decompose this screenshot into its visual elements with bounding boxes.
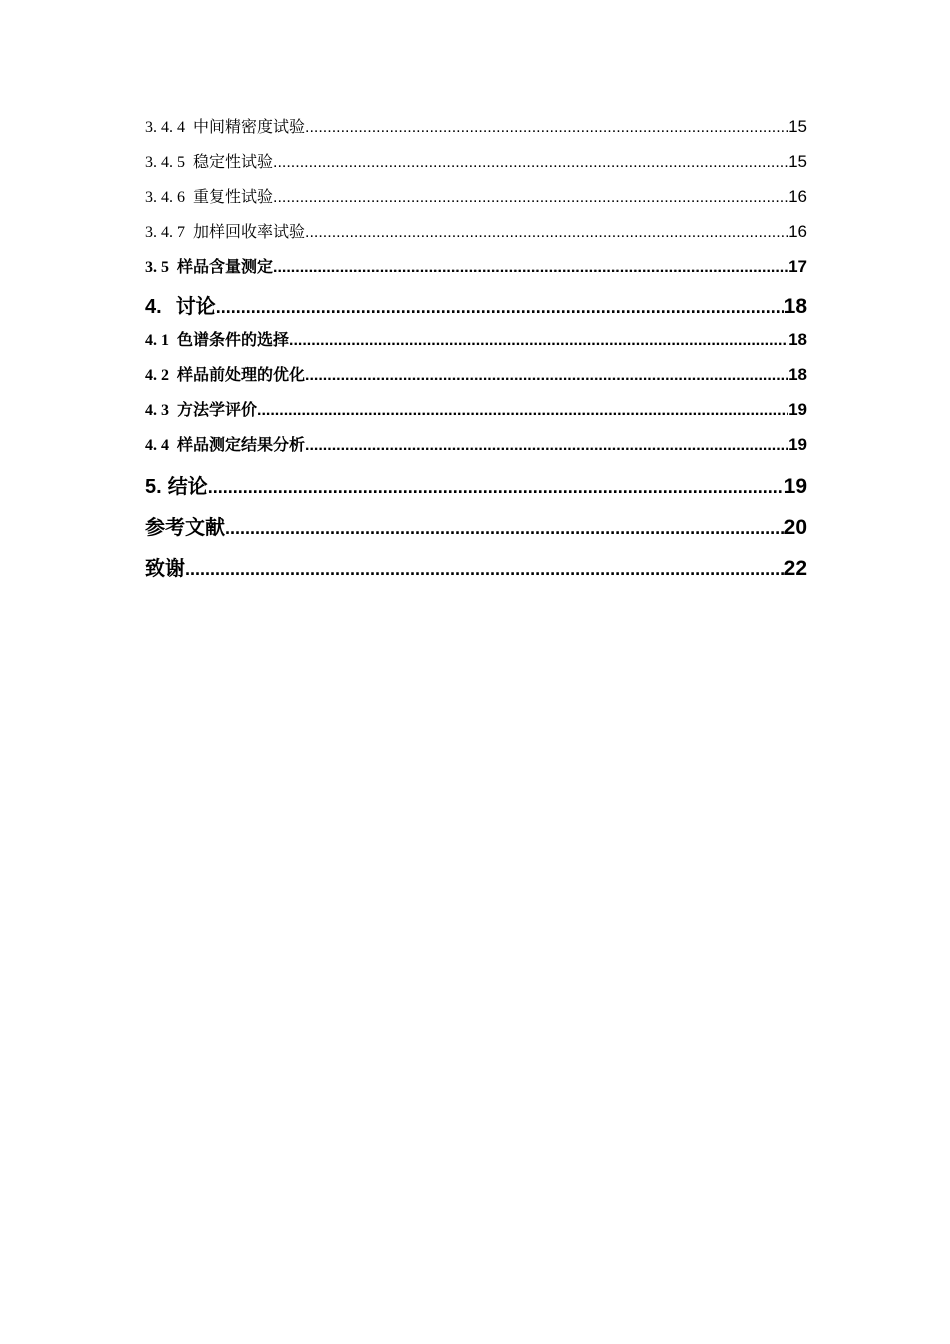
toc-entry-acknowledgements[interactable] xyxy=(145,547,807,588)
toc-entry-4-4[interactable] xyxy=(145,430,807,465)
toc-entry-3-4-7[interactable] xyxy=(145,217,807,252)
toc-entry-page: 16 xyxy=(788,187,807,206)
dot-leader xyxy=(289,326,788,356)
toc-entry-title: 中间精密度试验 xyxy=(193,119,306,136)
dot-leader xyxy=(273,183,788,213)
toc-entry-page: 19 xyxy=(788,400,807,419)
dot-leader xyxy=(273,253,788,283)
toc-entry-title: 色谱条件的选择 xyxy=(177,332,290,349)
toc-entry-4[interactable] xyxy=(145,287,807,325)
toc-entry-page: 16 xyxy=(788,222,807,241)
toc-entry-title: 结论 xyxy=(167,476,208,498)
toc-entry-page: 20 xyxy=(783,516,807,539)
toc-entry-number: 4. 1 xyxy=(145,332,169,349)
toc-entry-title: 样品含量测定 xyxy=(177,259,274,276)
dot-leader xyxy=(305,218,788,248)
toc-entry-number: 3. 4. 4 xyxy=(145,119,185,136)
toc-entry-number: 4. 4 xyxy=(145,437,169,454)
toc-entry-title: 参考文献 xyxy=(145,517,225,539)
toc-entry-title: 稳定性试验 xyxy=(193,154,274,171)
toc-entry-title: 方法学评价 xyxy=(177,402,258,419)
toc-entry-title: 样品测定结果分析 xyxy=(177,437,306,454)
toc-entry-3-4-5[interactable] xyxy=(145,147,807,182)
toc-entry-number: 3. 4. 6 xyxy=(145,189,185,206)
toc-entry-3-4-4[interactable] xyxy=(145,112,807,147)
toc-entry-page: 18 xyxy=(788,330,807,349)
toc-entry-page: 17 xyxy=(788,257,807,276)
table-of-contents xyxy=(145,112,807,588)
toc-entry-number: 4. 2 xyxy=(145,367,169,384)
toc-entry-title: 样品前处理的优化 xyxy=(177,367,306,384)
toc-entry-page: 18 xyxy=(783,295,807,318)
toc-entry-page: 19 xyxy=(783,475,807,498)
toc-entry-page: 15 xyxy=(788,152,807,171)
dot-leader xyxy=(216,287,784,327)
toc-entry-4-1[interactable] xyxy=(145,325,807,360)
toc-entry-number: 3. 4. 5 xyxy=(145,154,185,171)
toc-entry-number: 5. xyxy=(145,476,162,498)
dot-leader xyxy=(185,548,784,591)
dot-leader xyxy=(225,507,784,550)
toc-entry-title: 致谢 xyxy=(145,558,185,580)
toc-entry-5[interactable] xyxy=(145,465,807,506)
dot-leader xyxy=(305,113,788,143)
toc-entry-page: 22 xyxy=(783,557,807,580)
dot-leader xyxy=(305,431,788,461)
dot-leader xyxy=(208,466,784,509)
toc-entry-3-4-6[interactable] xyxy=(145,182,807,217)
toc-entry-references[interactable] xyxy=(145,506,807,547)
dot-leader xyxy=(273,148,788,178)
toc-entry-number: 3. 4. 7 xyxy=(145,224,185,241)
toc-entry-page: 15 xyxy=(788,117,807,136)
dot-leader xyxy=(305,361,788,391)
toc-entry-title: 加样回收率试验 xyxy=(193,224,306,241)
toc-entry-number: 4. 3 xyxy=(145,402,169,419)
dot-leader xyxy=(257,396,788,426)
toc-entry-title: 重复性试验 xyxy=(193,189,274,206)
toc-entry-3-5[interactable] xyxy=(145,252,807,287)
toc-entry-4-2[interactable] xyxy=(145,360,807,395)
toc-entry-number: 4. xyxy=(145,296,162,318)
toc-entry-number: 3. 5 xyxy=(145,259,169,276)
toc-entry-title: 讨论 xyxy=(175,296,216,318)
toc-entry-page: 18 xyxy=(788,365,807,384)
toc-entry-page: 19 xyxy=(788,435,807,454)
toc-entry-4-3[interactable] xyxy=(145,395,807,430)
